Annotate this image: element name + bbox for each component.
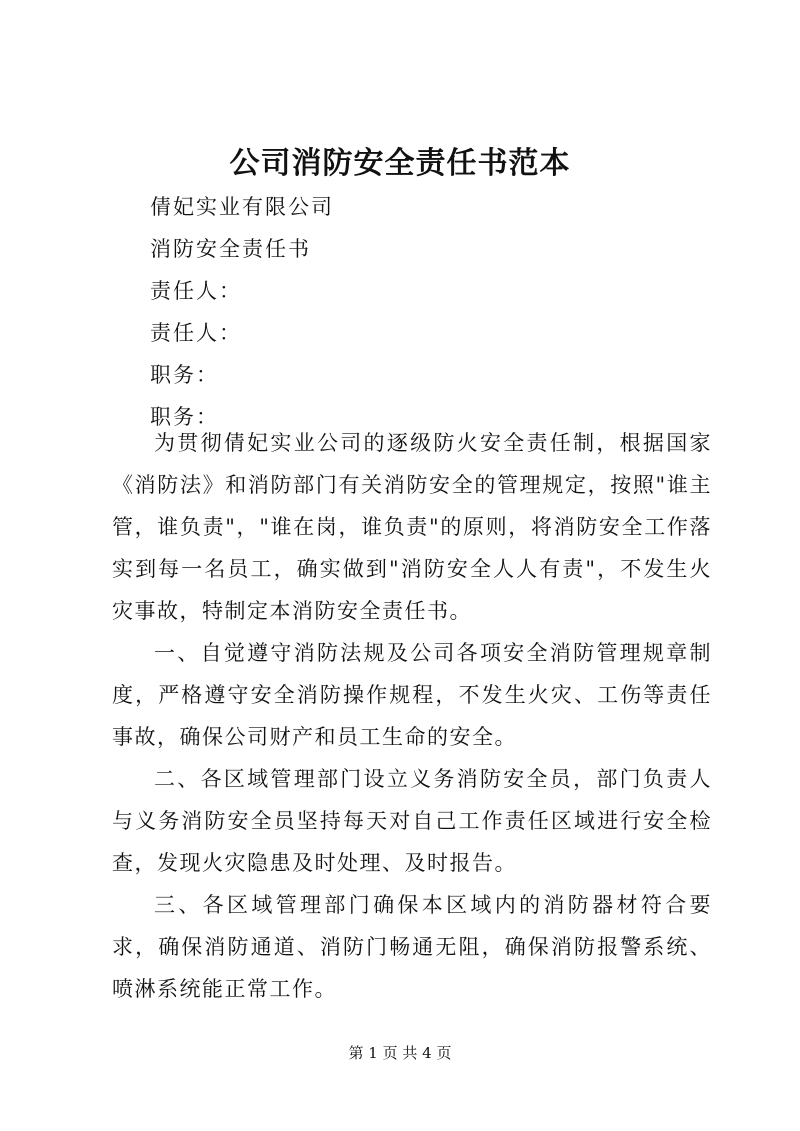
document-body — [112, 422, 712, 1010]
position-label: 职务： — [150, 363, 219, 387]
position-label: 职务： — [150, 405, 219, 429]
document-title: 公司消防安全责任书范本 — [229, 146, 571, 181]
body-paragraph: 为贯彻倩妃实业公司的逐级防火安全责任制，根据国家《消防法》和消防部门有关消防安全的管理规定，按照"谁主管，谁负责"，"谁在岗，谁负责"的原则，将消防安全工作落实到每一名员工，确实做到"消防安全人人有责"，不发生火灾事故，特制定本消防安全责任书。 — [112, 431, 712, 623]
body-paragraph: 三、各区域管理部门确保本区域内的消防器材符合要求，确保消防通道、消防门畅通无阻，确保消防报警系统、喷淋系统能正常工作。 — [112, 893, 712, 1001]
document-subtitle: 消防安全责任书 — [150, 237, 311, 261]
body-paragraph: 一、自觉遵守消防法规及公司各项安全消防管理规章制度，严格遵守安全消防操作规程，不发生火灾、工伤等责任事故，确保公司财产和员工生命的安全。 — [112, 641, 712, 749]
document-meta — [150, 186, 710, 438]
responsible-person-label: 责任人： — [150, 279, 242, 303]
responsible-person-label: 责任人： — [150, 321, 242, 345]
body-paragraph: 二、各区域管理部门设立义务消防安全员，部门负责人与义务消防安全员坚持每天对自己工作责任区域进行安全检查，发现火灾隐患及时处理、及时报告。 — [112, 767, 712, 875]
company-name: 倩妃实业有限公司 — [150, 195, 334, 219]
page-footer: 第 1 页 共 4 页 — [348, 1044, 452, 1062]
